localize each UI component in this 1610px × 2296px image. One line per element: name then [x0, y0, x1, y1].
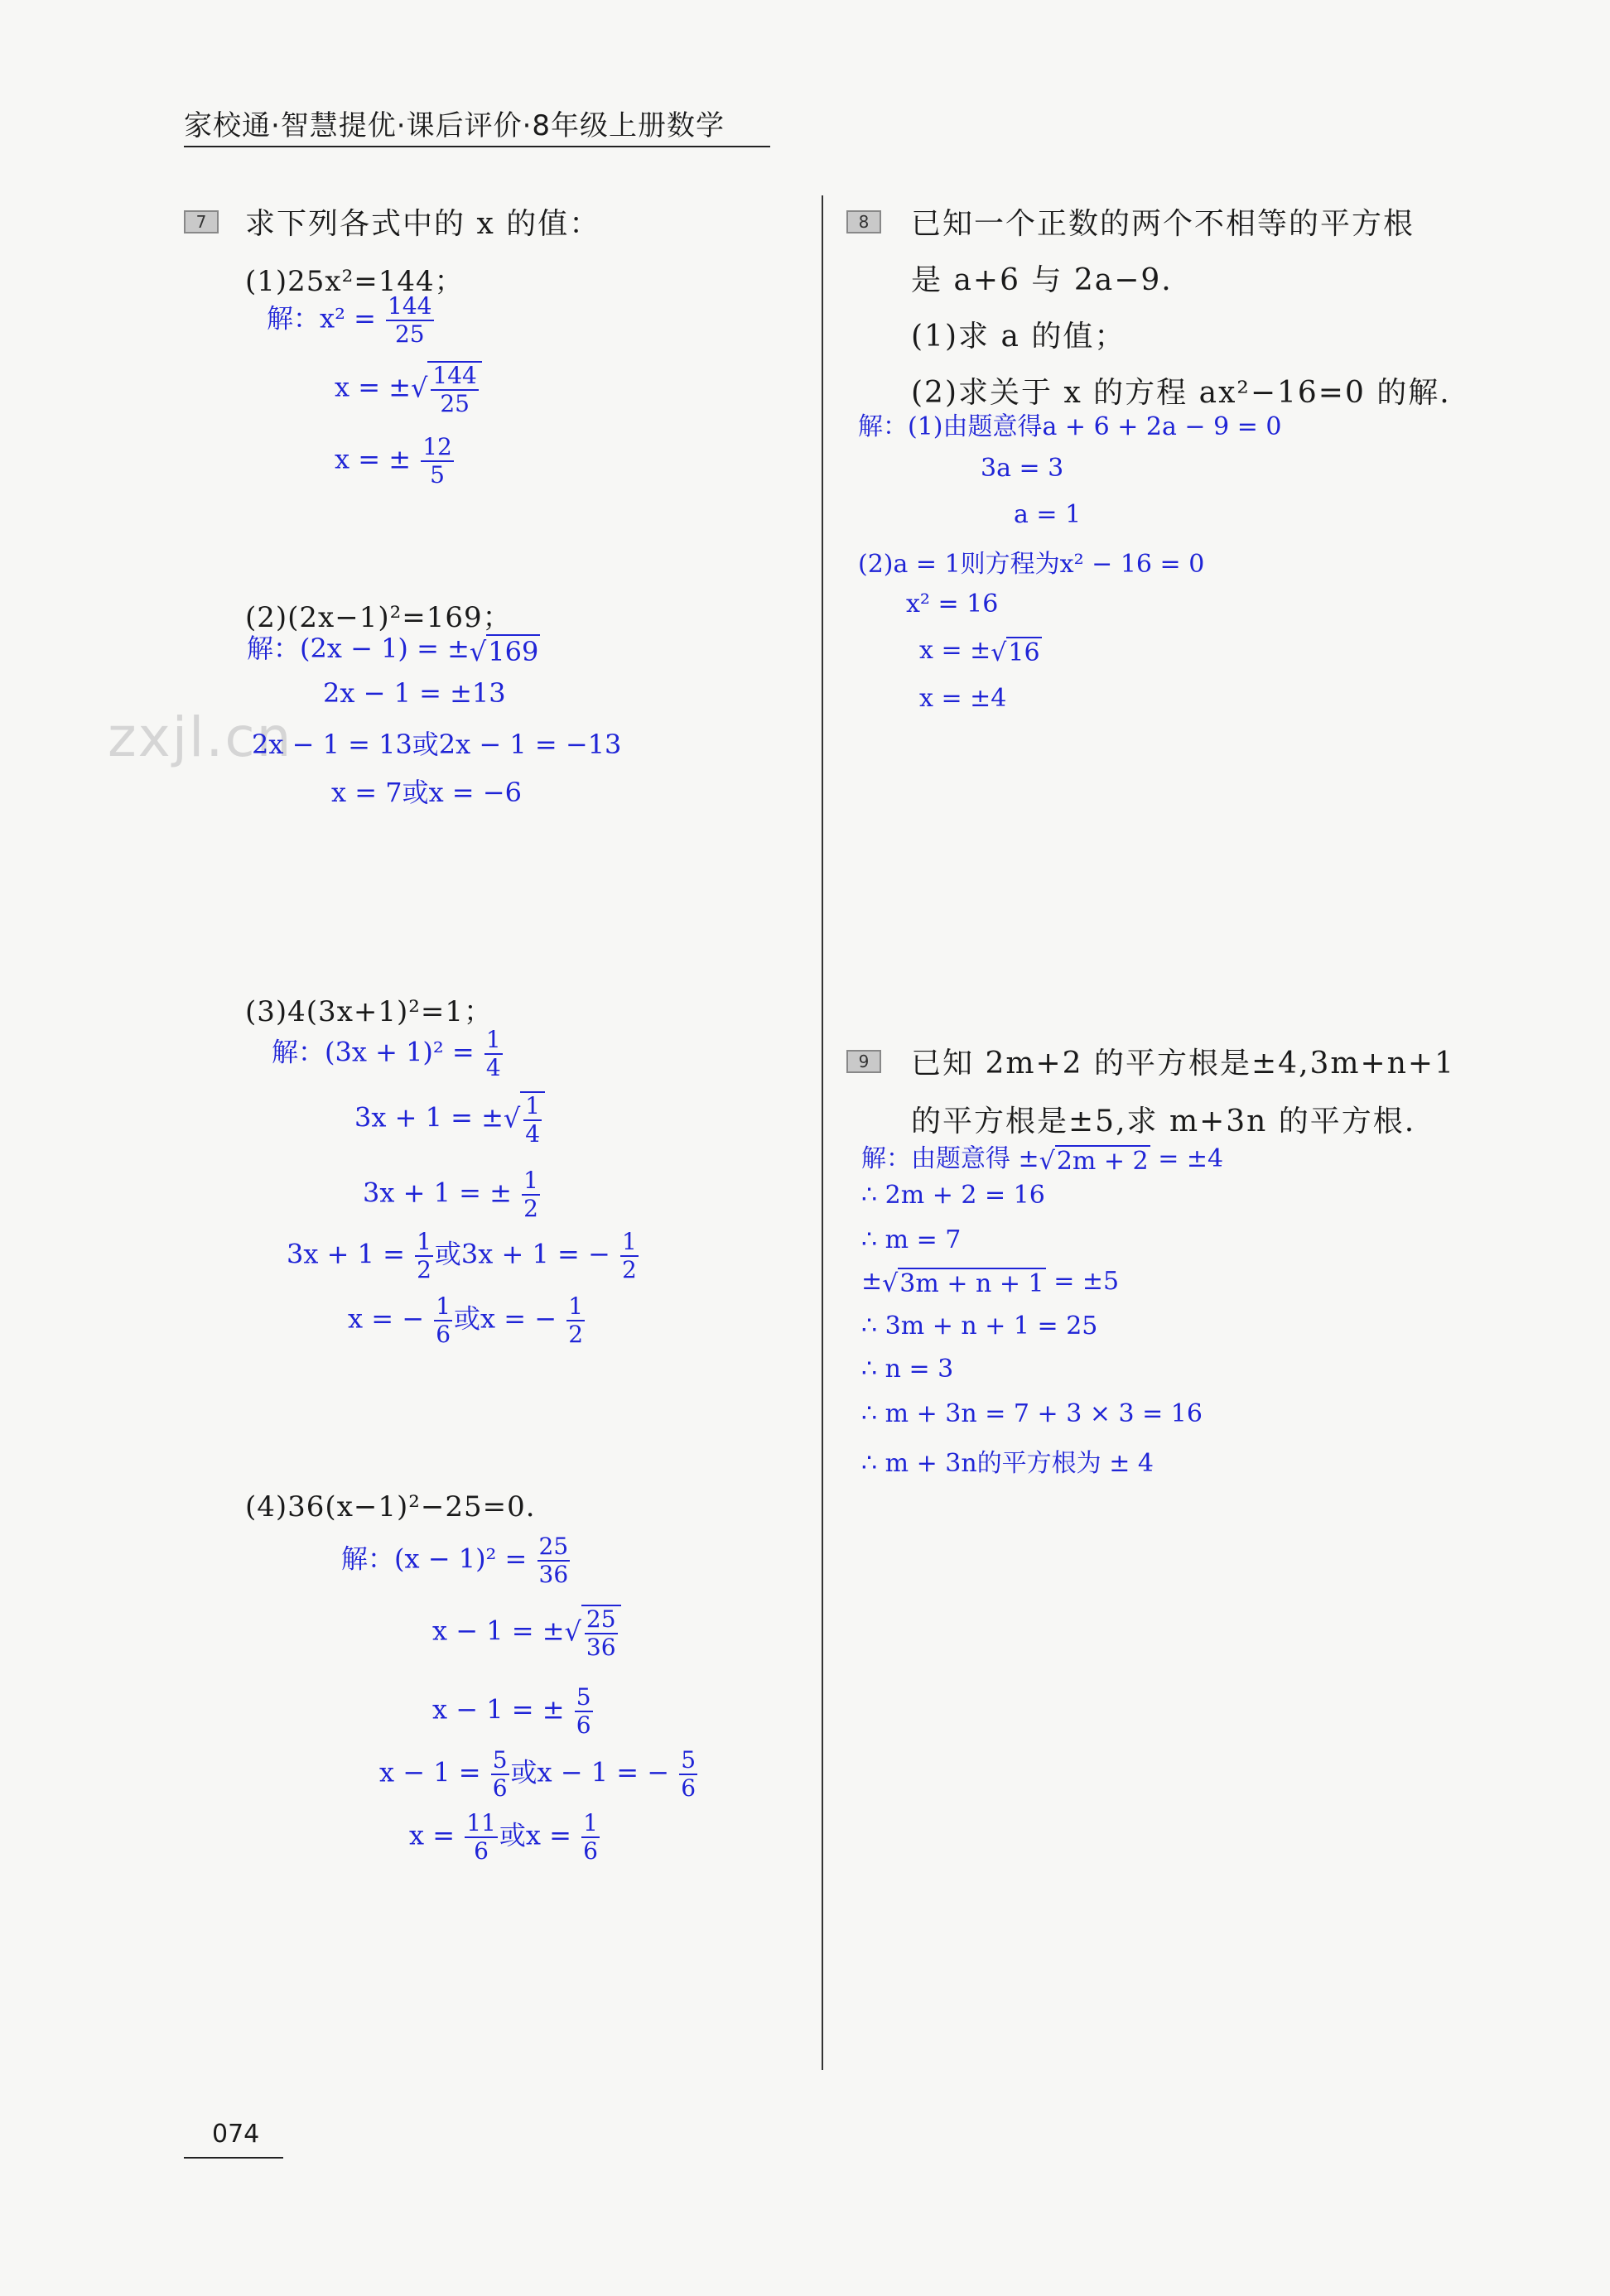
solution-prefix: 解： [341, 1543, 395, 1575]
solution-line [409, 1810, 601, 1865]
solution-line [287, 1229, 640, 1283]
solution-line: ∴ 3m + n + 1 = 25 [861, 1312, 1098, 1341]
denominator: 5 [430, 461, 445, 489]
sqrt-symbol: √ $\frac{25}{36}$ [565, 1605, 621, 1661]
denominator: 6 [492, 1774, 508, 1802]
math-text: 或x = − [454, 1302, 557, 1335]
denominator: 2 [523, 1195, 538, 1222]
math-text: 或x = [499, 1819, 571, 1851]
page-number: 074 [212, 2120, 260, 2149]
math-text: x − 1 = [379, 1756, 481, 1788]
fraction [620, 1229, 639, 1283]
denominator: 2 [568, 1321, 584, 1348]
solution-line: x = 7或x = −6 [331, 777, 522, 808]
numerator: 1 [583, 1809, 598, 1836]
solution-line [341, 1533, 571, 1588]
solution-line [354, 1091, 545, 1148]
numerator: 1 [523, 1167, 538, 1194]
fraction [679, 1747, 697, 1802]
solution-line: ∴ n = 3 [861, 1355, 954, 1384]
question-prompt-cont: 的平方根是±5,求 m+3n 的平方根. [911, 1105, 1416, 1138]
fraction [537, 1533, 571, 1588]
radicand: 169 [488, 635, 539, 667]
math-text: = ±5 [1053, 1267, 1120, 1296]
watermark: zxjl.cn [108, 705, 293, 769]
sqrt-symbol: √2m + 2 [1039, 1146, 1149, 1176]
solution-line [432, 1605, 621, 1661]
numerator: 144 [432, 362, 477, 389]
subquestion-label: (1)求 a 的值； [911, 320, 1126, 354]
solution-line [432, 1684, 595, 1739]
denominator: 2 [621, 1256, 637, 1283]
math-text: x − 1 = ± [432, 1693, 565, 1726]
numerator: 5 [576, 1683, 591, 1711]
fraction [434, 1293, 452, 1348]
numerator: 25 [586, 1605, 616, 1633]
subquestion-label: (2)(2x−1)²=169； [245, 601, 512, 634]
denominator: 6 [681, 1774, 697, 1802]
radicand [427, 361, 481, 417]
solution-line: a = 1 [1014, 500, 1082, 529]
sqrt-symbol: √169 [469, 635, 539, 667]
math-text: x − 1 = ± [432, 1615, 565, 1647]
numerator: 1 [525, 1092, 541, 1119]
question-prompt: 已知 2m+2 的平方根是±4,3m+n+1 [911, 1047, 1455, 1081]
math-text: 3x + 1 = ± [354, 1101, 504, 1134]
sqrt-symbol: √16 [991, 638, 1040, 667]
radicand: 16 [1008, 638, 1040, 667]
solution-line: 3a = 3 [981, 454, 1064, 483]
denominator: 36 [586, 1634, 616, 1661]
solution-line: 2x − 1 = ±13 [323, 677, 506, 709]
fraction [585, 1606, 618, 1661]
numerator: 144 [388, 292, 432, 320]
fraction [386, 293, 433, 348]
solution-line: x² = 16 [906, 590, 999, 619]
denominator: 6 [436, 1321, 451, 1348]
math-text: (3x + 1)² = [325, 1036, 475, 1068]
solution-line: ∴ m = 7 [861, 1225, 962, 1254]
fraction [421, 434, 454, 489]
solution-prefix: 解： [272, 1036, 325, 1068]
subquestion-label: (1)25x²=144； [245, 265, 464, 298]
solution-line [335, 434, 456, 489]
sqrt-symbol: √ $\frac{144}{25}$ [411, 361, 482, 417]
math-text: 或x − 1 = − [510, 1756, 670, 1788]
question-prompt: 已知一个正数的两个不相等的平方根 [911, 207, 1415, 241]
numerator: 5 [492, 1746, 508, 1774]
math-text: ± [861, 1267, 883, 1296]
denominator: 36 [538, 1561, 569, 1588]
math-text: 3x + 1 = [287, 1238, 405, 1270]
solution-line [363, 1167, 542, 1222]
subquestion-label: (2)求关于 x 的方程 ax²−16=0 的解. [911, 376, 1451, 410]
math-text: = ±4 [1158, 1144, 1224, 1173]
radicand: 2m + 2 [1056, 1146, 1149, 1176]
solution-line: 解：(1)由题意得a + 6 + 2a − 9 = 0 [858, 412, 1282, 441]
page-number-rule [184, 2157, 283, 2159]
fraction [523, 1093, 542, 1148]
math-text: x² = [320, 302, 376, 335]
denominator: 6 [474, 1837, 489, 1865]
numerator: 1 [485, 1026, 501, 1053]
math-text: 3x + 1 = ± [363, 1177, 512, 1209]
page-header: 家校通·智慧提优·课后评价·8年级上册数学 [184, 109, 725, 142]
fraction [566, 1293, 585, 1348]
denominator: 4 [485, 1054, 501, 1081]
solution-line: ∴ m + 3n的平方根为 ± 4 [861, 1449, 1154, 1478]
math-text: (x − 1)² = [394, 1543, 528, 1575]
solution-line [861, 1138, 1223, 1176]
question-prompt: 求下列各式中的 x 的值： [245, 207, 601, 241]
fraction [522, 1167, 540, 1222]
fraction [431, 363, 478, 417]
solution-line [272, 1027, 504, 1081]
math-text: x = ± [335, 443, 412, 475]
solution-line [919, 636, 1042, 667]
radicand [581, 1605, 621, 1661]
sqrt-symbol: √3m + n + 1 [882, 1268, 1044, 1298]
numerator: 1 [621, 1228, 637, 1255]
solution-line: 2x − 1 = 13或2x − 1 = −13 [252, 729, 622, 760]
fraction [465, 1810, 498, 1865]
math-text: x = − [348, 1302, 425, 1335]
numerator: 1 [568, 1292, 584, 1320]
solution-prefix: 解： [247, 633, 301, 664]
denominator: 25 [394, 320, 425, 348]
column-divider [822, 195, 823, 2070]
math-text: (2x − 1) = ± [300, 633, 470, 664]
question-prompt-cont: 是 a+6 与 2a−9. [911, 263, 1173, 297]
solution-line [861, 1267, 1119, 1298]
sqrt-symbol: √ $\frac{1}{4}$ [504, 1091, 545, 1148]
numerator: 25 [538, 1533, 569, 1560]
fraction [415, 1229, 433, 1283]
math-text: x = ± [335, 371, 412, 403]
denominator: 25 [440, 390, 470, 417]
denominator: 4 [525, 1120, 541, 1148]
numerator: 5 [681, 1746, 697, 1774]
math-text: 或3x + 1 = − [434, 1238, 610, 1270]
numerator: 11 [466, 1809, 496, 1836]
radicand: 3m + n + 1 [899, 1268, 1044, 1298]
solution-line: ∴ 2m + 2 = 16 [861, 1181, 1045, 1210]
math-text: 解：由题意得 ± [861, 1144, 1039, 1173]
denominator: 6 [583, 1837, 598, 1865]
numerator: 1 [417, 1228, 431, 1255]
fraction [581, 1810, 600, 1865]
solution-line [247, 628, 540, 667]
question-number-badge: 7 [184, 210, 219, 233]
question-number-badge: 9 [846, 1050, 881, 1073]
fraction [491, 1747, 509, 1802]
radicand [520, 1091, 545, 1148]
solution-line: x = ±4 [919, 684, 1007, 713]
solution-line: ∴ m + 3n = 7 + 3 × 3 = 16 [861, 1399, 1203, 1428]
fraction [575, 1684, 593, 1739]
denominator: 2 [417, 1256, 431, 1283]
math-text: x = ± [919, 636, 991, 665]
question-number-badge: 8 [846, 210, 881, 233]
solution-line: (2)a = 1则方程为x² − 16 = 0 [858, 550, 1205, 579]
math-text: x = [409, 1819, 456, 1851]
solution-line [335, 361, 482, 417]
solution-prefix: 解： [267, 302, 321, 335]
solution-line [348, 1293, 586, 1348]
denominator: 6 [576, 1711, 591, 1739]
numerator: 1 [436, 1292, 451, 1320]
header-rule [184, 146, 770, 147]
solution-line [267, 293, 436, 348]
fraction [484, 1027, 503, 1081]
solution-line [379, 1747, 699, 1802]
subquestion-label: (3)4(3x+1)²=1； [245, 995, 493, 1028]
subquestion-label: (4)36(x−1)²−25=0. [245, 1490, 536, 1523]
numerator: 12 [422, 433, 452, 460]
